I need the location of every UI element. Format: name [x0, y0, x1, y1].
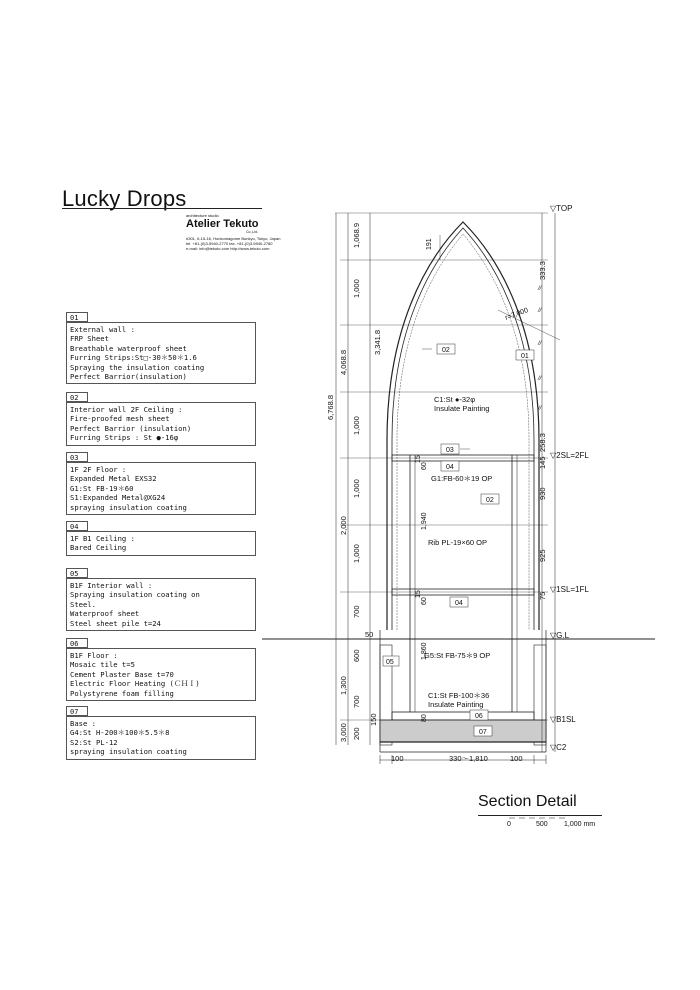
dim-75: 75	[538, 591, 547, 600]
tag-01: 01	[521, 353, 529, 360]
tag-02: 02	[486, 497, 494, 504]
studio-email: e-mail: info@tekuto.com http://www.tekuto.com	[186, 246, 270, 251]
note-line: Expanded Metal EXS32	[70, 474, 157, 484]
break-mark: //	[538, 308, 542, 314]
dim-258: 258.3	[538, 433, 547, 452]
note-line: spraying insulation coating	[70, 747, 187, 757]
note-number: 02	[66, 392, 88, 402]
level-c2: ▽C2	[550, 743, 567, 752]
tag-03: 03	[446, 447, 454, 454]
section-title: Section Detail	[478, 793, 577, 810]
level-top: ▽TOP	[550, 204, 573, 213]
note-line: Bared Ceiling	[70, 543, 127, 553]
dim-4068: 4,068.8	[339, 349, 348, 375]
dim-50: 50	[365, 630, 374, 639]
note-line: Base :	[70, 719, 96, 728]
tag-07: 07	[479, 729, 487, 736]
tag-06: 06	[475, 713, 483, 720]
studio-address: #301, 6-15-16, Honkomagome Bunkyo, Tokyo, Japan	[186, 236, 281, 241]
tag-04: 04	[446, 464, 454, 471]
dim-bottom-100a: 100	[391, 754, 404, 763]
scale-500: 500	[536, 821, 548, 828]
level-2sl: ▽2SL=2FL	[550, 451, 589, 460]
dim-1940: 1,940	[421, 512, 428, 530]
label-c1-fb: C1:St FB-100＊36	[428, 691, 490, 700]
dim-6768: 6,768.8	[326, 394, 335, 420]
label-insulate: Insulate Painting	[434, 404, 490, 413]
tag-04: 04	[455, 600, 463, 607]
dim-60b: 60	[421, 597, 428, 605]
dim-3341: 3,341.8	[373, 329, 382, 355]
tag-05: 05	[386, 659, 394, 666]
note-line: External wall :	[70, 325, 135, 334]
label-insulate-2: Insulate Painting	[428, 700, 484, 709]
note-line: Polystyrene foam filling	[70, 688, 174, 698]
dim-15a: 15	[415, 455, 422, 463]
note-number: 07	[66, 706, 88, 716]
studio-company: Co.,Ltd.	[246, 230, 259, 234]
level-gl: ▽G.L	[550, 631, 570, 640]
note-line: Fire-proofed mesh sheet	[70, 414, 170, 424]
inner-shell	[392, 228, 534, 630]
note-line: Spraying the insulation coating	[70, 362, 205, 372]
note-line: Spraying insulation coating on	[70, 590, 200, 600]
section-title-underline	[478, 815, 602, 816]
note-line: B1F Floor :	[70, 651, 118, 660]
note-line: G1:St FB-19＊60	[70, 483, 134, 493]
note-line: Perfect Barrior (insulation)	[70, 423, 192, 433]
break-mark: //	[538, 376, 542, 382]
radius-label: r=7,000	[504, 307, 530, 322]
dim-2000: 2,000	[339, 516, 348, 535]
dim-15b: 15	[415, 590, 422, 598]
dim-1860: 1,860	[421, 642, 428, 660]
note-line: Furring Strips:St□-30＊50＊1.6	[70, 353, 197, 363]
label-g5: G5:St FB-75＊9 OP	[424, 651, 491, 660]
note-line: Steel.	[70, 599, 96, 609]
tag-02: 02	[442, 347, 450, 354]
note-number: 01	[66, 312, 88, 322]
note-line: Furring Strips : St ●-16φ	[70, 433, 179, 443]
dim-700b: 700	[352, 695, 361, 708]
note-number: 04	[66, 521, 88, 531]
label-g1: G1:FB-60＊19 OP	[431, 474, 493, 483]
dim-200: 200	[352, 727, 361, 740]
label-rib: Rib PL-19×60 OP	[428, 538, 487, 547]
dim-333: 333.3	[538, 261, 547, 280]
dim-145: 145	[538, 456, 547, 469]
dim-80: 80	[421, 714, 428, 722]
note-line: S1:Expanded Metal@XG24	[70, 493, 166, 503]
dim-1068: 1,068.9	[352, 222, 361, 248]
note-line: G4:St H-200＊100＊5.5＊8	[70, 728, 170, 738]
note-line: B1F Interior wall :	[70, 581, 153, 590]
note-line: Cement Plaster Base t=70	[70, 669, 174, 679]
note-number: 03	[66, 452, 88, 462]
note-number: 05	[66, 568, 88, 578]
level-1sl: ▽1SL=1FL	[550, 585, 589, 594]
note-line: Electric Floor Heating (ＣＨＩ)	[70, 679, 200, 689]
dim-150: 150	[369, 713, 378, 726]
studio-name: Atelier Tekuto	[186, 218, 259, 230]
note-line: spraying insulation coating	[70, 502, 187, 512]
break-mark: //	[538, 341, 542, 347]
note-line: Breathable waterproof sheet	[70, 343, 187, 353]
dim-925: 925	[538, 549, 547, 562]
scale-zero: 0	[507, 821, 511, 828]
note-line: Mosaic tile t=5	[70, 660, 135, 670]
dim-1000c: 1,000	[352, 479, 361, 498]
note-line: 1F 2F Floor :	[70, 465, 127, 474]
dim-191: 191	[426, 238, 433, 250]
note-line: Perfect Barrior(insulation)	[70, 372, 187, 382]
studio-phone: tel. +81-(0)3-5940-2770 fax. +81-(0)3-5940-2780	[186, 241, 273, 246]
drawing-title: Lucky Drops	[62, 186, 187, 211]
scale-1000: 1,000 mm	[564, 821, 596, 828]
level-b1sl: ▽B1SL	[550, 715, 576, 724]
note-line: S2:St PL-12	[70, 737, 118, 747]
note-line: Steel sheet pile t=24	[70, 618, 161, 628]
break-mark: //	[538, 286, 542, 292]
dim-60a: 60	[421, 462, 428, 470]
label-c1: C1:St ●-32φ	[434, 395, 476, 404]
break-mark: //	[538, 406, 542, 412]
note-line: Interior wall 2F Ceiling :	[70, 405, 183, 414]
studio-caption: architecture studio	[186, 213, 219, 218]
note-line: 1F B1 Ceiling :	[70, 534, 135, 543]
dim-600: 600	[352, 649, 361, 662]
dim-1000b: 1,000	[352, 416, 361, 435]
base-slab	[380, 720, 546, 742]
dim-bottom-100b: 100	[510, 754, 523, 763]
note-line: FRP Sheet	[70, 334, 109, 344]
note-line: Waterproof sheet	[70, 609, 140, 619]
dim-1000d: 1,000	[352, 544, 361, 563]
dim-bottom-span: 330～1,810	[449, 754, 488, 763]
dim-700a: 700	[352, 605, 361, 618]
dim-930: 930	[538, 487, 547, 500]
note-number: 06	[66, 638, 88, 648]
dim-1300: 1,300	[339, 676, 348, 695]
dim-1000a: 1,000	[352, 279, 361, 298]
dim-3000: 3,000	[339, 723, 348, 742]
